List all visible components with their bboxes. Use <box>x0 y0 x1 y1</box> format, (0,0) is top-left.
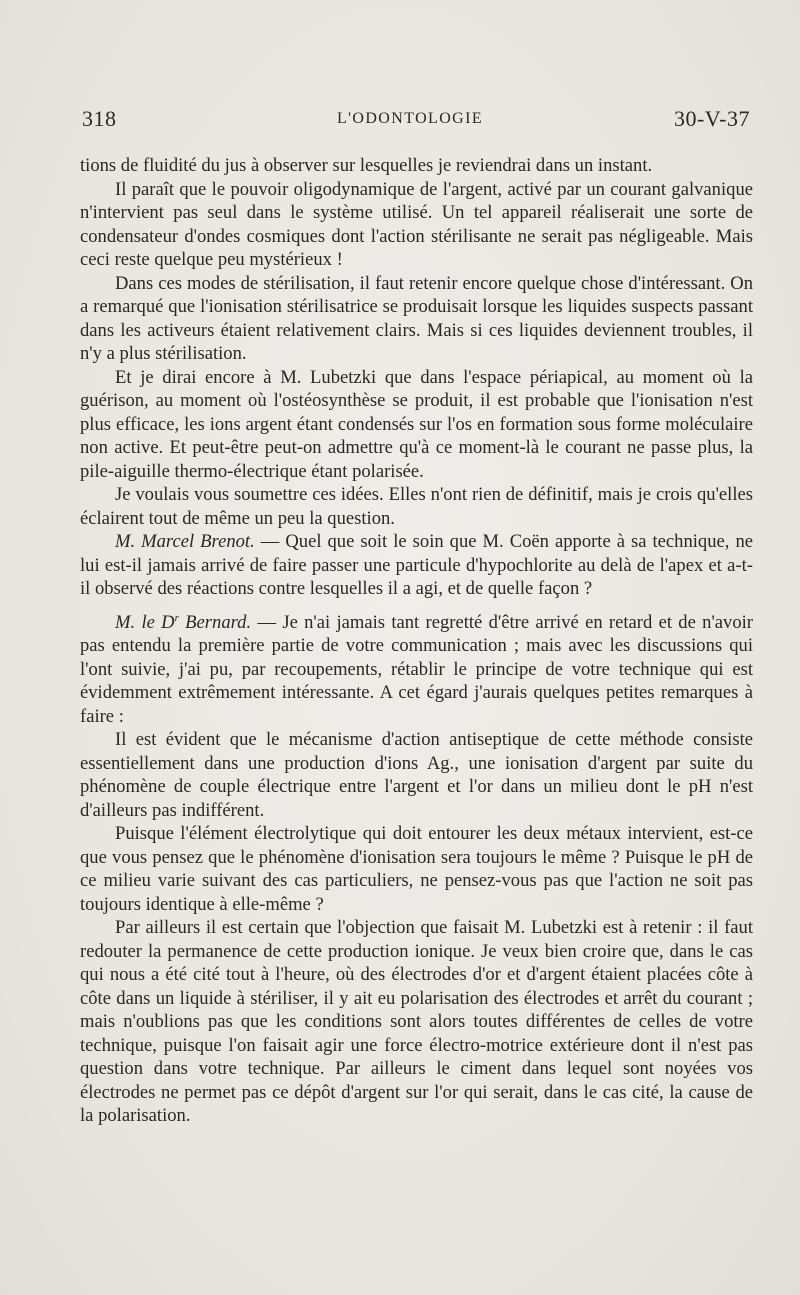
paragraph: Il est évident que le mécanisme d'action antiseptique de cette méthode consiste essentiellement dans une production d'ions Ag., une ionisation d'argent par suite du phénomène de couple électrique entre l'argent et l'or dans un milieu dont le pH n'est d'ailleurs pas indifférent. <box>80 729 753 821</box>
paragraph: tions de fluidité du jus à observer sur lesquelles je reviendrai dans un instant. <box>80 155 653 176</box>
page-header <box>80 106 750 136</box>
speaker-name-prefix: M. le D <box>115 611 175 633</box>
paragraph: Je voulais vous soumettre ces idées. Elles n'ont rien de définitif, mais je crois qu'elles éclairent tout de même un peu la question. <box>80 484 753 529</box>
speaker-paragraph <box>80 530 753 601</box>
paragraph: Puisque l'élément électrolytique qui doit entourer les deux métaux intervient, est-ce que vous pensez que le phénomène d'ionisation sera toujours le même ? Puisque le pH de ce milieu varie suivant des cas particuliers, ne pensez-vous pas que l'action ne soit pas toujours identique à elle-même ? <box>80 823 753 915</box>
paragraph: Il paraît que le pouvoir oligodynamique de l'argent, activé par un courant galvanique n'intervient pas seul dans le système utilisé. Un tel appareil réaliserait une sorte de condensateur d'ondes cosmiques dont l'action stérilisante ne serait pas négligeable. Mais ceci reste quelque peu mystérieux ! <box>80 178 753 270</box>
speaker-name <box>115 612 251 633</box>
page-number: 318 <box>82 106 117 131</box>
body-text <box>80 154 753 1128</box>
issue-date: 30-V-37 <box>673 106 750 131</box>
speaker-name: M. Marcel Brenot. <box>115 531 255 552</box>
running-title: L'ODONTOLOGIE <box>336 110 484 127</box>
paragraph: Et je dirai encore à M. Lubetzki que dans l'espace périapical, au moment où la guérison, au moment où l'ostéosynthèse se produit, il est probable que l'ionisation n'est plus efficace, les ions argent étant condensés sur l'os en formation sous forme moléculaire non active. Et peut-être peut-on admettre qu'à ce moment-là le courant ne passe plus, la pile-aiguille thermo-électrique étant polarisée. <box>80 366 753 482</box>
speaker-paragraph <box>80 611 753 729</box>
speaker-text: — Quel que soit le soin que M. Coën apporte à sa technique, ne lui est-il jamais arrivé de faire passer une particule d'hypochlorite au delà de l'apex et a-t-il observé des réactions contre lesquelles il a agi, et de quelle façon ? <box>80 531 753 599</box>
paragraph: Dans ces modes de stérilisation, il faut retenir encore quelque chose d'intéressant. On a remarqué que l'ionisation stérilisatrice se produisait lorsque les liquides suspects passant dans les activeurs étaient relativement clairs. Mais si ces liquides deviennent troubles, il n'y a plus stérilisation. <box>80 272 753 364</box>
speaker-name-suffix: Bernard. <box>178 611 252 633</box>
paragraph: Par ailleurs il est certain que l'objection que faisait M. Lubetzki est à retenir : il faut redouter la permanence de cette production ionique. Je veux bien croire que, dans le cas qui nous a été cité tout à l'heure, où des électrodes d'or et d'argent étaient placées côte à côte dans un liquide à stériliser, il y ait eu polarisation des électrodes et arrêt du courant ; mais n'oublions pas que les conditions sont alors toutes différentes de celles de votre technique, puisque l'on faisait agir une force électro-motrice extérieure dont il n'est pas question dans votre technique. Par ailleurs le ciment dans lequel sont noyées vos électrodes ne permet pas ce dépôt d'argent sur l'or qui serait, dans le cas cité, la cause de la polarisation. <box>80 917 753 1126</box>
speaker-text: — Je n'ai jamais tant regretté d'être arrivé en retard et de n'avoir pas entendu la première partie de votre communication ; mais avec les discussions qui l'ont suivie, j'ai pu, par recoupements, rétablir le principe de votre technique qui est évidemment extrêmement intéressante. A cet égard j'aurais quelques petites remarques à faire : <box>80 611 754 727</box>
speaker-name-superscript: r <box>174 611 179 624</box>
